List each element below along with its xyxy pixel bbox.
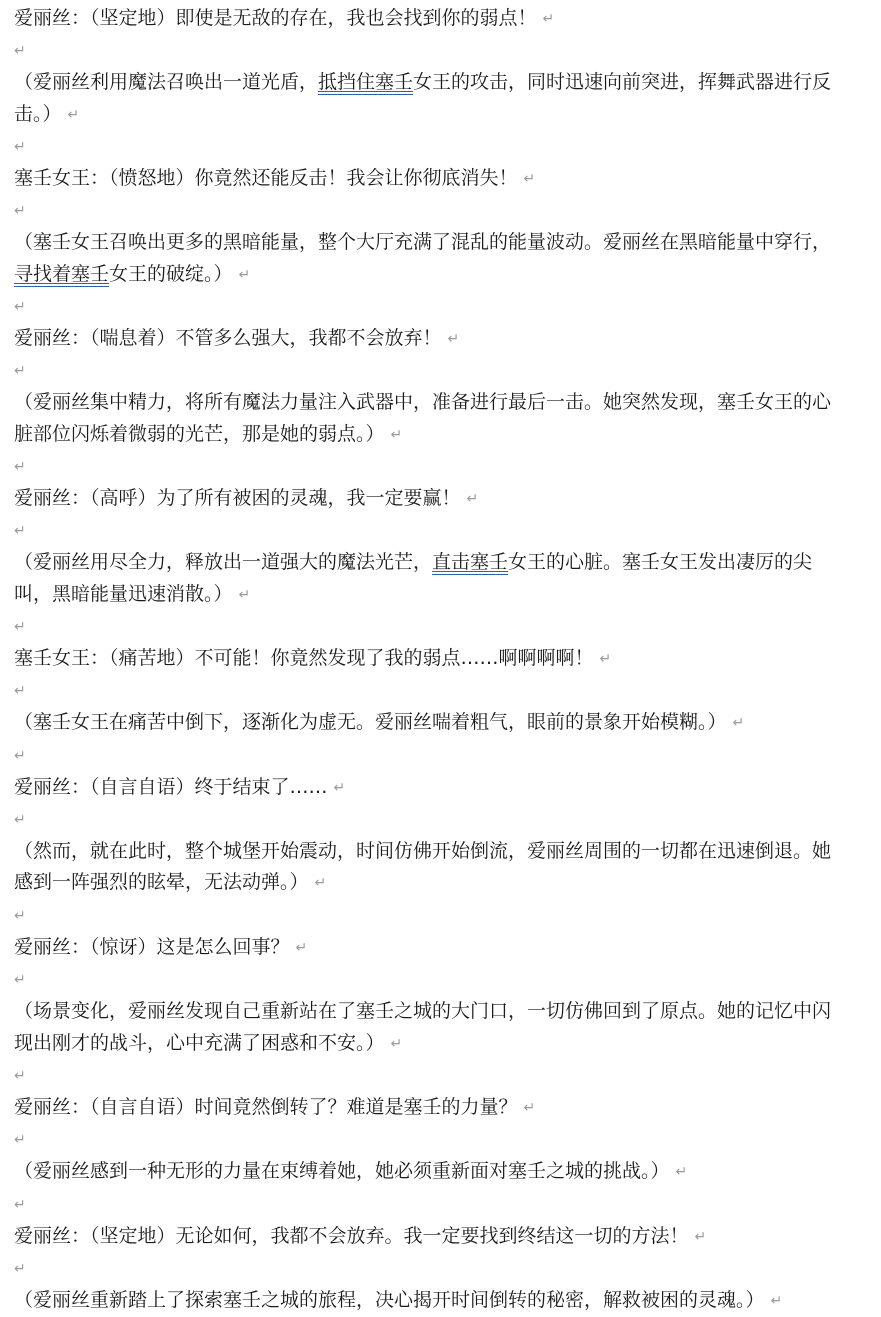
paragraph[interactable]	[14, 996, 848, 1059]
paragraph-mark-icon: ↵	[599, 651, 612, 668]
paragraph-text: （塞壬女王在痛苦中倒下，逐渐化为虚无。爱丽丝喘着粗气，眼前的景象开始模糊。）	[14, 711, 727, 734]
paragraph[interactable]	[14, 932, 848, 964]
paragraph-text: 塞壬女王：（愤怒地）你竟然还能反击！我会让你彻底消失！	[14, 167, 518, 190]
paragraph[interactable]	[14, 67, 848, 130]
paragraph-text: 女王的攻击，同时迅速向前突进，挥舞武器进行反击。）	[14, 71, 832, 125]
paragraph[interactable]	[14, 483, 848, 515]
empty-paragraph[interactable]	[14, 1124, 848, 1156]
paragraph-text: （然而，就在此时，整个城堡开始震动，时间仿佛开始倒流，爱丽丝周围的一切都在迅速倒退。她感到一阵强烈的眩晕，无法动弹。）	[14, 840, 832, 894]
paragraph-mark-icon: ↵	[67, 106, 80, 123]
paragraph-text: （塞壬女王召唤出更多的黑暗能量，整个大厅充满了混乱的能量波动。爱丽丝在黑暗能量中穿行，	[14, 231, 832, 254]
paragraph-mark-icon: ↵	[14, 523, 26, 540]
paragraph-mark-icon: ↵	[238, 266, 251, 283]
paragraph-mark-icon: ↵	[14, 363, 26, 380]
paragraph-text: 爱丽丝：（喘息着）不管多么强大，我都不会放弃！	[14, 327, 442, 350]
paragraph-text: 爱丽丝：（自言自语）终于结束了……	[14, 775, 328, 798]
paragraph[interactable]	[14, 643, 848, 675]
paragraph[interactable]	[14, 836, 848, 899]
paragraph-mark-icon: ↵	[14, 907, 26, 924]
empty-paragraph[interactable]	[14, 804, 848, 836]
paragraph-mark-icon: ↵	[314, 875, 327, 892]
paragraph-mark-icon: ↵	[675, 1164, 688, 1181]
paragraph-mark-icon: ↵	[523, 1099, 536, 1116]
paragraph-mark-icon: ↵	[694, 1228, 707, 1245]
paragraph-text: 女王的破绽。）	[109, 262, 233, 285]
empty-paragraph[interactable]	[14, 1060, 848, 1092]
paragraph[interactable]	[14, 163, 848, 195]
paragraph-mark-icon: ↵	[390, 426, 403, 443]
paragraph[interactable]	[14, 1156, 848, 1188]
paragraph-text: （爱丽丝感到一种无形的力量在束缚着她，她必须重新面对塞壬之城的挑战。）	[14, 1160, 670, 1183]
paragraph-text: 塞壬女王：（痛苦地）不可能！你竟然发现了我的弱点……啊啊啊啊！	[14, 647, 594, 670]
paragraph-mark-icon: ↵	[14, 138, 26, 155]
paragraph-mark-icon: ↵	[14, 972, 26, 989]
paragraph[interactable]	[14, 1221, 848, 1253]
paragraph-text: （爱丽丝重新踏上了探索塞壬之城的旅程，决心揭开时间倒转的秘密，解救被困的灵魂。）	[14, 1289, 765, 1312]
paragraph-mark-icon: ↵	[14, 812, 26, 829]
paragraph-text: 女王的心脏。塞壬女王发出凄厉的尖叫，黑暗能量迅速消散。）	[14, 551, 813, 605]
paragraph-mark-icon: ↵	[14, 1132, 26, 1149]
empty-paragraph[interactable]	[14, 451, 848, 483]
paragraph[interactable]	[14, 3, 848, 35]
paragraph-mark-icon: ↵	[390, 1035, 403, 1052]
empty-paragraph[interactable]	[14, 35, 848, 67]
empty-paragraph[interactable]	[14, 1253, 848, 1285]
paragraph[interactable]	[14, 1092, 848, 1124]
empty-paragraph[interactable]	[14, 1189, 848, 1221]
paragraph[interactable]	[14, 387, 848, 450]
paragraph-mark-icon: ↵	[238, 586, 251, 603]
paragraph-text: （爱丽丝用尽全力，释放出一道强大的魔法光芒，	[14, 551, 433, 574]
paragraph-mark-icon: ↵	[333, 779, 346, 796]
paragraph-mark-icon: ↵	[295, 939, 308, 956]
paragraph-mark-icon: ↵	[732, 715, 745, 732]
paragraph-mark-icon: ↵	[14, 203, 26, 220]
paragraph-mark-icon: ↵	[14, 43, 26, 60]
paragraph-mark-icon: ↵	[770, 1293, 783, 1310]
paragraph-mark-icon: ↵	[447, 331, 460, 348]
underlined-text: 寻找着塞壬	[14, 262, 110, 285]
paragraph[interactable]	[14, 707, 848, 739]
paragraph-text: （爱丽丝集中精力，将所有魔法力量注入武器中，准备进行最后一击。她突然发现，塞壬女王的心脏部位闪烁着微弱的光芒，那是她的弱点。）	[14, 391, 832, 445]
empty-paragraph[interactable]	[14, 611, 848, 643]
paragraph-mark-icon: ↵	[14, 618, 26, 635]
paragraph[interactable]	[14, 323, 848, 355]
empty-paragraph[interactable]	[14, 900, 848, 932]
paragraph-text: 爱丽丝：（自言自语）时间竟然倒转了？难道是塞壬的力量？	[14, 1095, 518, 1118]
empty-paragraph[interactable]	[14, 964, 848, 996]
paragraph-text: 爱丽丝：（高呼）为了所有被困的灵魂，我一定要赢！	[14, 487, 461, 510]
paragraph-mark-icon: ↵	[14, 1196, 26, 1213]
empty-paragraph[interactable]	[14, 195, 848, 227]
paragraph-text: 爱丽丝：（惊讶）这是怎么回事？	[14, 935, 290, 958]
empty-paragraph[interactable]	[14, 675, 848, 707]
paragraph-mark-icon: ↵	[14, 298, 26, 315]
paragraph-mark-icon: ↵	[14, 1260, 26, 1277]
paragraph-mark-icon: ↵	[466, 491, 479, 508]
paragraph-text: （爱丽丝利用魔法召唤出一道光盾，	[14, 71, 319, 94]
paragraph-mark-icon: ↵	[523, 171, 536, 188]
paragraph[interactable]	[14, 547, 848, 610]
paragraph-mark-icon: ↵	[14, 458, 26, 475]
paragraph-mark-icon: ↵	[14, 1067, 26, 1084]
paragraph-mark-icon: ↵	[14, 683, 26, 700]
underlined-text: 抵挡住塞壬	[318, 71, 414, 94]
paragraph-mark-icon: ↵	[542, 11, 555, 27]
empty-paragraph[interactable]	[14, 515, 848, 547]
paragraph-mark-icon: ↵	[14, 747, 26, 764]
paragraph[interactable]	[14, 772, 848, 804]
paragraph-text: 爱丽丝：（坚定地）即使是无敌的存在，我也会找到你的弱点！	[14, 7, 537, 29]
underlined-text: 直击塞壬	[432, 551, 509, 574]
paragraph[interactable]	[14, 227, 848, 290]
empty-paragraph[interactable]	[14, 740, 848, 772]
document-body[interactable]	[14, 3, 848, 1317]
paragraph-text: （场景变化，爱丽丝发现自己重新站在了塞壬之城的大门口，一切仿佛回到了原点。她的记忆中闪现出刚才的战斗，心中充满了困惑和不安。）	[14, 1000, 832, 1054]
empty-paragraph[interactable]	[14, 355, 848, 387]
empty-paragraph[interactable]	[14, 131, 848, 163]
paragraph-text: 爱丽丝：（坚定地）无论如何，我都不会放弃。我一定要找到终结这一切的方法！	[14, 1224, 689, 1247]
empty-paragraph[interactable]	[14, 291, 848, 323]
